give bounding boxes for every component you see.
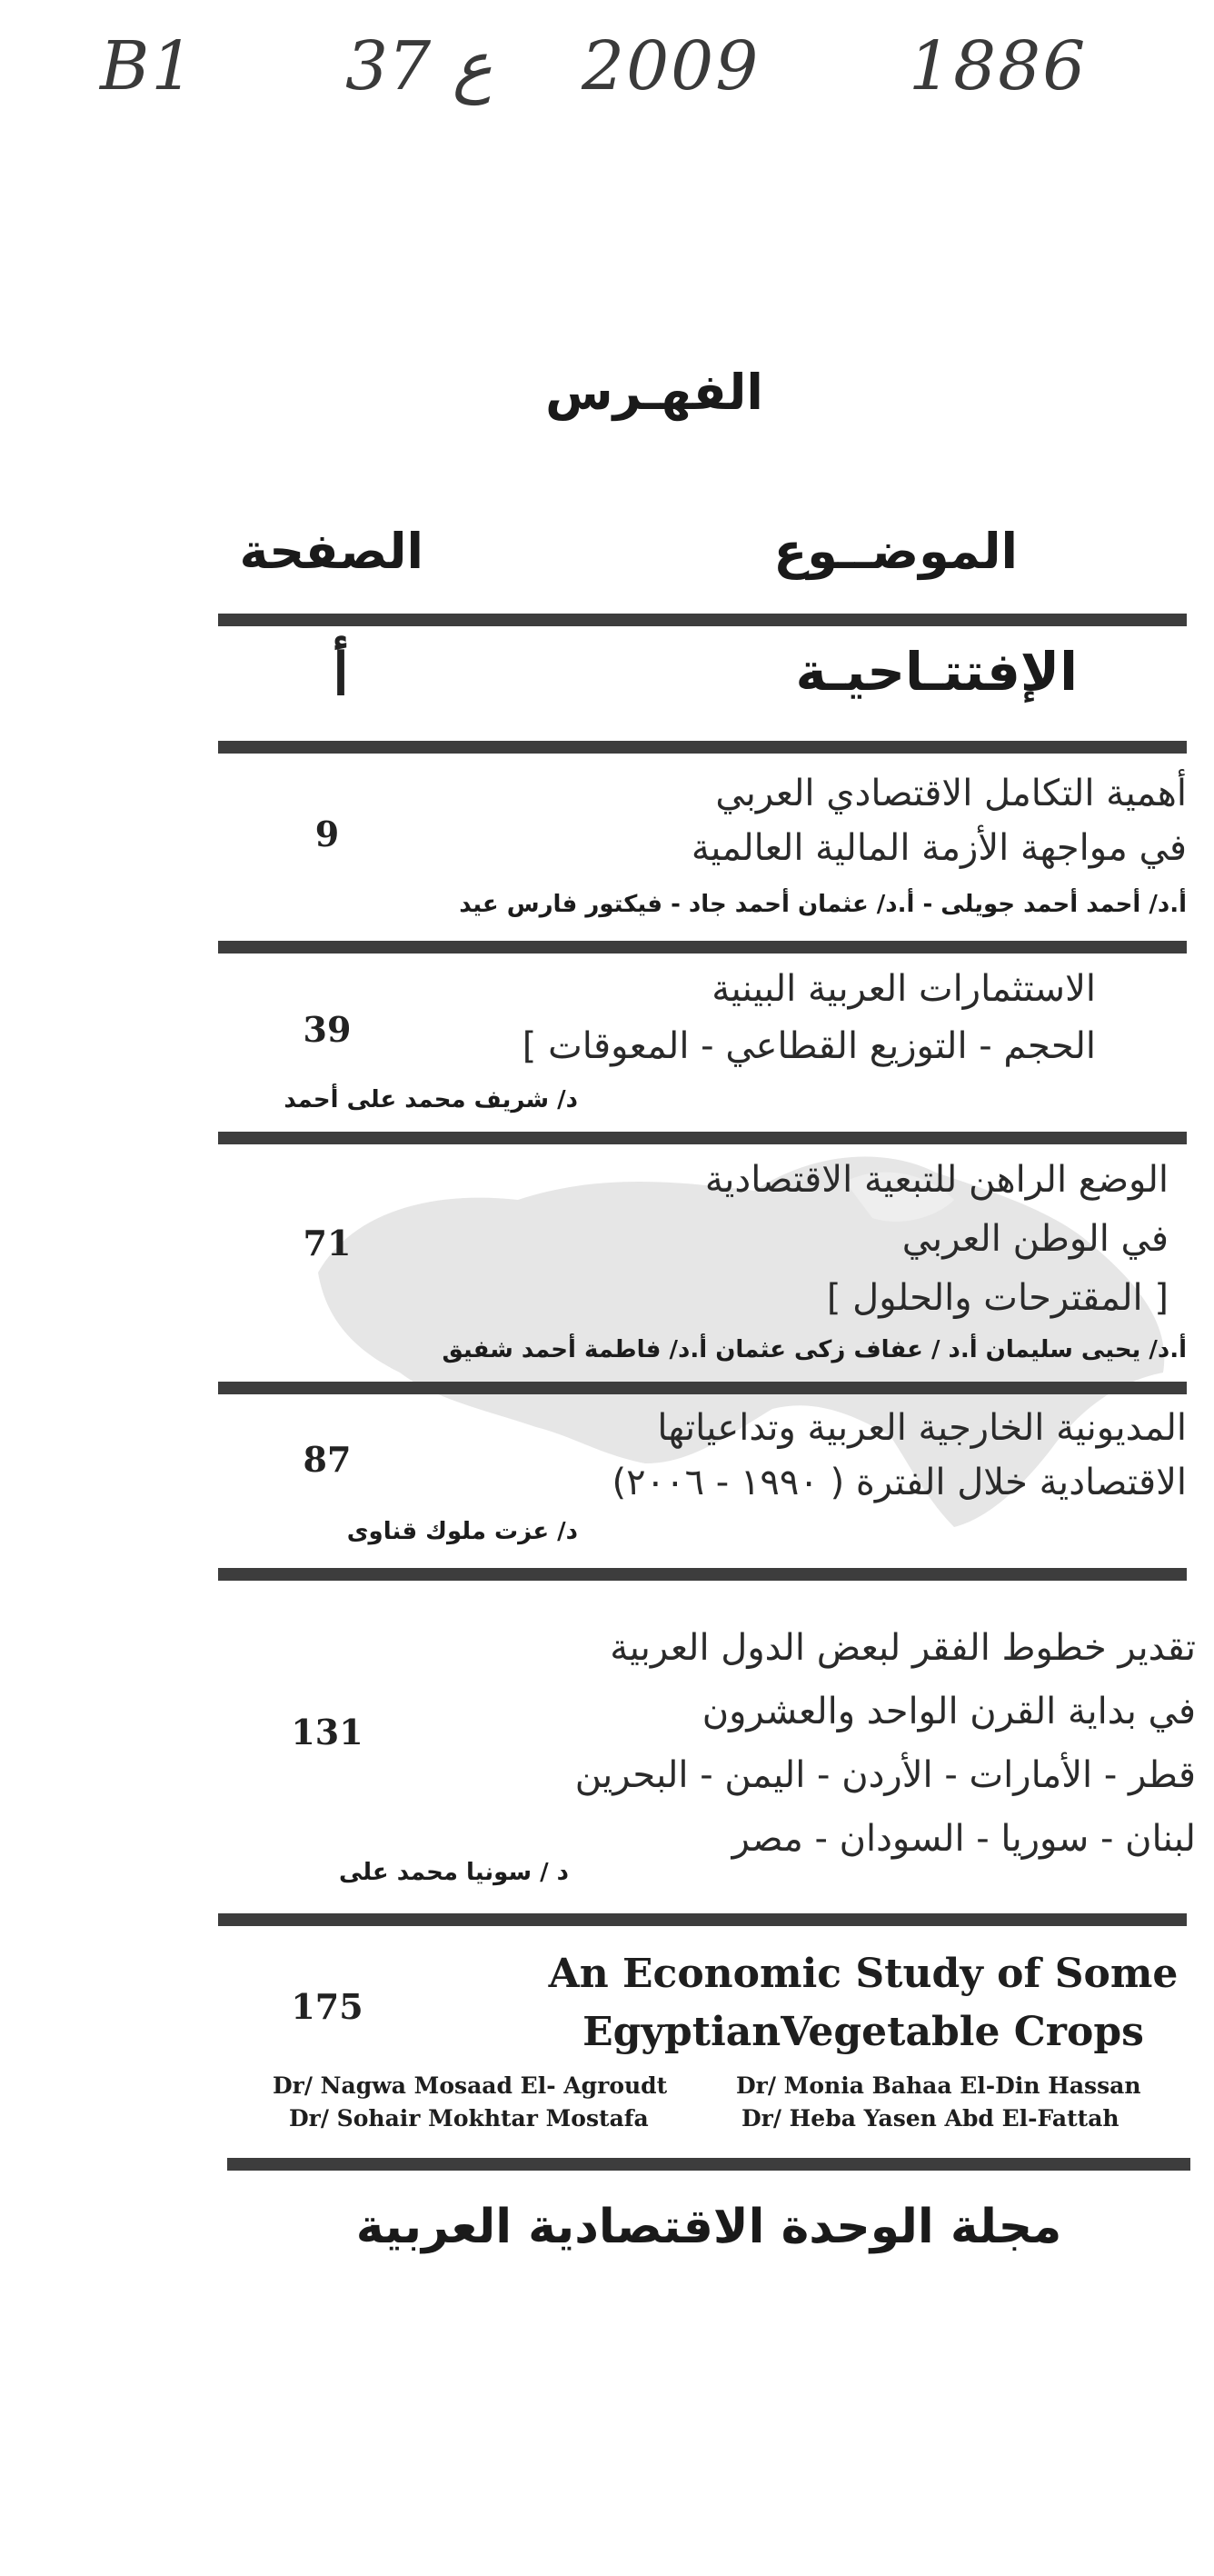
entry-authors: أ.د/ يحيى سليمان أ.د / عفاف زكى عثمان أ.د/ فاطمة أحمد شفيق <box>442 1336 1187 1363</box>
intro-page: أ <box>333 641 349 709</box>
entry-title-line: الاقتصادية خلال الفترة ( ١٩٩٠ - ٢٠٠٦) <box>612 1462 1187 1503</box>
entry-title-line: الوضع الراهن للتبعية الاقتصادية <box>704 1159 1169 1201</box>
entry-title-line: قطر - الأمارات - الأردن - اليمن - البحرين <box>574 1754 1196 1796</box>
entry-title-line: الحجم - التوزيع القطاعي - المعوقات ] <box>522 1025 1096 1067</box>
divider <box>218 1382 1187 1394</box>
divider <box>218 941 1187 954</box>
handwritten-issue: 37 ع <box>345 27 493 105</box>
entry-page: 131 <box>291 1712 363 1752</box>
english-title-line: EgyptianVegetable Crops <box>582 2009 1144 2055</box>
entry-title-line: في مواجهة الأزمة المالية العالمية <box>691 827 1187 869</box>
entry-authors: د/ عزت ملوك قناوى <box>346 1518 578 1545</box>
entry-page: 39 <box>303 1009 352 1050</box>
divider <box>218 614 1187 626</box>
entry-title-line: أهمية التكامل الاقتصادي العربي <box>715 773 1187 814</box>
journal-name: مجلة الوحدة الاقتصادية العربية <box>355 2200 1062 2254</box>
entry-title-line: الاستثمارات العربية البينية <box>711 968 1096 1010</box>
divider <box>227 2158 1190 2171</box>
handwritten-number: 1886 <box>909 27 1088 105</box>
english-author: Dr/ Monia Bahaa El-Din Hassan <box>736 2072 1141 2099</box>
intro-title: الإفتتـاحيـة <box>795 641 1078 703</box>
divider <box>218 741 1187 754</box>
entry-title-line: في بداية القرن الواحد والعشرون <box>702 1691 1196 1732</box>
entry-page: 9 <box>314 814 340 854</box>
column-header-topic: الموضــوع <box>773 523 1018 580</box>
entry-title-line: المديونية الخارجية العربية وتداعياتها <box>657 1407 1187 1449</box>
entry-authors: د / سونيا محمد على <box>338 1859 569 1886</box>
entry-page: 175 <box>291 1986 363 2027</box>
page-title: الفهـرس <box>545 364 763 421</box>
divider <box>218 1568 1187 1581</box>
entry-title-line: تقدير خطوط الفقر لبعض الدول العربية <box>610 1627 1196 1669</box>
handwritten-code: B1 <box>100 27 196 105</box>
column-header-page: الصفحة <box>239 523 423 580</box>
divider <box>218 1132 1187 1144</box>
english-author: Dr/ Nagwa Mosaad El- Agroudt <box>273 2072 668 2099</box>
entry-page: 71 <box>303 1223 352 1263</box>
entry-authors: أ.د/ أحمد أحمد جويلى - أ.د/ عثمان أحمد جاد - فيكتور فارس عيد <box>459 891 1187 918</box>
entry-authors: د/ شريف محمد على أحمد <box>284 1086 578 1113</box>
entry-title-line: [ المقترحات والحلول ] <box>826 1277 1169 1319</box>
english-title-line: An Economic Study of Some <box>548 1951 1179 1997</box>
divider <box>218 1913 1187 1926</box>
entry-title-line: لبنان - سوريا - السودان - مصر <box>731 1818 1196 1860</box>
english-author: Dr/ Sohair Mokhtar Mostafa <box>289 2105 649 2132</box>
entry-page: 87 <box>303 1439 352 1480</box>
entry-title-line: في الوطن العربي <box>901 1218 1169 1260</box>
english-author: Dr/ Heba Yasen Abd El-Fattah <box>741 2105 1119 2132</box>
handwritten-year: 2009 <box>582 27 761 105</box>
